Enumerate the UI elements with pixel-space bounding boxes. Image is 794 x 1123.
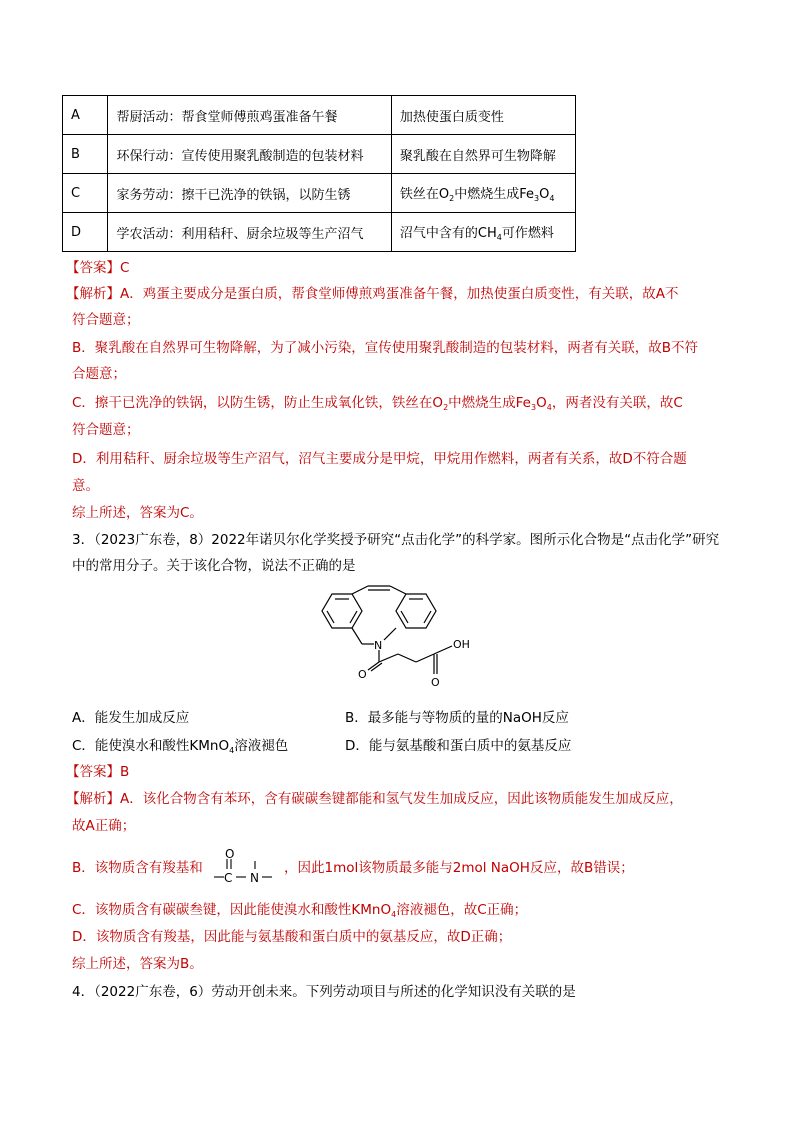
row-knowledge: 聚乳酸在自然界可生物降解 <box>391 135 575 174</box>
q4-stem: 4．（2022广东卷，6）劳动开创未来。下列劳动项目与所述的化学知识没有关联的是 <box>72 984 576 1000</box>
table-row <box>63 213 576 252</box>
atom-n: N <box>250 871 259 885</box>
row-label: D <box>63 213 108 252</box>
q2-explanation-c-cont: 符合题意； <box>72 422 140 438</box>
text: O <box>536 395 547 411</box>
table-row <box>63 135 576 174</box>
amide-fragment-diagram <box>212 847 282 889</box>
knowledge-text: 中燃烧生成Fe <box>454 187 534 202</box>
alkyne-bond <box>352 586 368 594</box>
q3-stem: 3．（2023广东卷，8）2022年诺贝尔化学奖授予研究“点击化学”的科学家。图所示化合物是“点击化学”研究 <box>72 532 720 548</box>
q3-explanation-b-pre: B．该物质含有羧基和 <box>72 860 203 876</box>
q3-option-b: B．最多能与等物质的量的NaOH反应 <box>345 710 569 726</box>
q3-explanation-a: 【解析】A．该化合物含有苯环，含有碳碳叁键都能和氢气发生加成反应，因此该物质能发生加成反应， <box>66 791 683 807</box>
atom-o: O <box>358 668 367 681</box>
q2-summary: 综上所述，答案为C。 <box>72 505 203 521</box>
q2-explanation-b: B．聚乳酸在自然界可生物降解，为了减小污染，宣传使用聚乳酸制造的包装材料，两者有关联，故B不符 <box>72 340 699 356</box>
options-table <box>62 95 576 252</box>
molecule-diagram <box>310 582 490 694</box>
subscript: 4 <box>391 910 397 919</box>
q3-explanation-d: D．该物质含有羧基，因此能与氨基酸和蛋白质中的氨基反应，故D正确； <box>72 929 512 945</box>
atom-oh: OH <box>453 638 470 651</box>
row-activity: 环保行动：宣传使用聚乳酸制造的包装材料 <box>108 135 391 174</box>
table-row <box>63 174 576 213</box>
q2-explanation-c <box>72 393 683 418</box>
q3-explanation-c <box>72 900 527 925</box>
subscript: 3 <box>533 194 540 203</box>
subscript: 4 <box>549 194 555 203</box>
knowledge-text: O <box>539 187 550 202</box>
row-activity: 家务劳动：擦干已洗净的铁锅，以防生锈 <box>108 174 391 213</box>
atom-o: O <box>431 676 440 689</box>
q2-explanation-a-cont: 符合题意； <box>72 312 140 328</box>
q3-explanation-a-cont: 故A正确； <box>72 818 136 834</box>
subscript: 4 <box>496 233 502 242</box>
q3-option-d: D．能与氨基酸和蛋白质中的氨基反应 <box>345 738 572 754</box>
subscript: 2 <box>443 403 449 412</box>
subscript: 4 <box>229 746 235 755</box>
q2-explanation-a: 【解析】A．鸡蛋主要成分是蛋白质，帮食堂师傅煎鸡蛋准备午餐，加热使蛋白质变性，有关联，故A不 <box>66 286 679 302</box>
q3-explanation-b-post: ，因此1mol该物质最多能与2mol NaOH反应，故B错误； <box>284 860 634 876</box>
text: 溶液褪色，故C正确； <box>396 902 528 918</box>
q3-option-a: A．能发生加成反应 <box>72 710 190 726</box>
row-knowledge <box>391 174 575 213</box>
row-knowledge: 加热使蛋白质变性 <box>391 96 575 135</box>
q2-explanation-d: D．利用秸秆、厨余垃圾等生产沼气，沼气主要成分是甲烷，甲烷用作燃料，两者有关系，故D不符合题 <box>72 451 687 467</box>
row-knowledge <box>391 213 575 252</box>
q2-explanation-b-cont: 合题意； <box>72 366 126 382</box>
row-label: C <box>63 174 108 213</box>
knowledge-text: 铁丝在O <box>399 187 450 202</box>
text: C．该物质含有碳碳叁键，因此能使溴水和酸性KMnO <box>72 902 392 918</box>
atom-o: O <box>225 847 235 861</box>
subscript: 3 <box>531 403 537 412</box>
q3-stem-cont: 中的常用分子。关于该化合物，说法不正确的是 <box>72 558 356 574</box>
atom-c: C <box>224 871 233 885</box>
q3-option-c <box>72 734 288 755</box>
subscript: 4 <box>546 403 552 412</box>
table-row <box>63 96 576 135</box>
text: 中燃烧生成Fe <box>448 395 531 411</box>
text: C．能使溴水和酸性KMnO <box>72 738 230 754</box>
row-activity: 帮厨活动：帮食堂师傅煎鸡蛋准备午餐 <box>108 96 391 135</box>
atom-n: N <box>374 639 383 652</box>
knowledge-text: 可作燃料 <box>501 226 554 241</box>
row-label: A <box>63 96 108 135</box>
text: 溶液褪色 <box>234 738 289 754</box>
text: C．擦干已洗净的铁锅，以防生锈，防止生成氧化铁，铁丝在O <box>72 395 444 411</box>
q3-answer: 【答案】B <box>66 764 130 780</box>
subscript: 2 <box>449 194 455 203</box>
row-activity: 学农活动：利用秸秆、厨余垃圾等生产沼气 <box>108 213 391 252</box>
row-label: B <box>63 135 108 174</box>
knowledge-text: 沼气中含有的CH <box>399 226 497 241</box>
q3-summary: 综上所述，答案为B。 <box>72 956 203 972</box>
q2-explanation-d-cont: 意。 <box>72 478 99 494</box>
q2-answer: 【答案】C <box>66 260 130 276</box>
text: ，两者没有关联，故C <box>551 395 683 411</box>
